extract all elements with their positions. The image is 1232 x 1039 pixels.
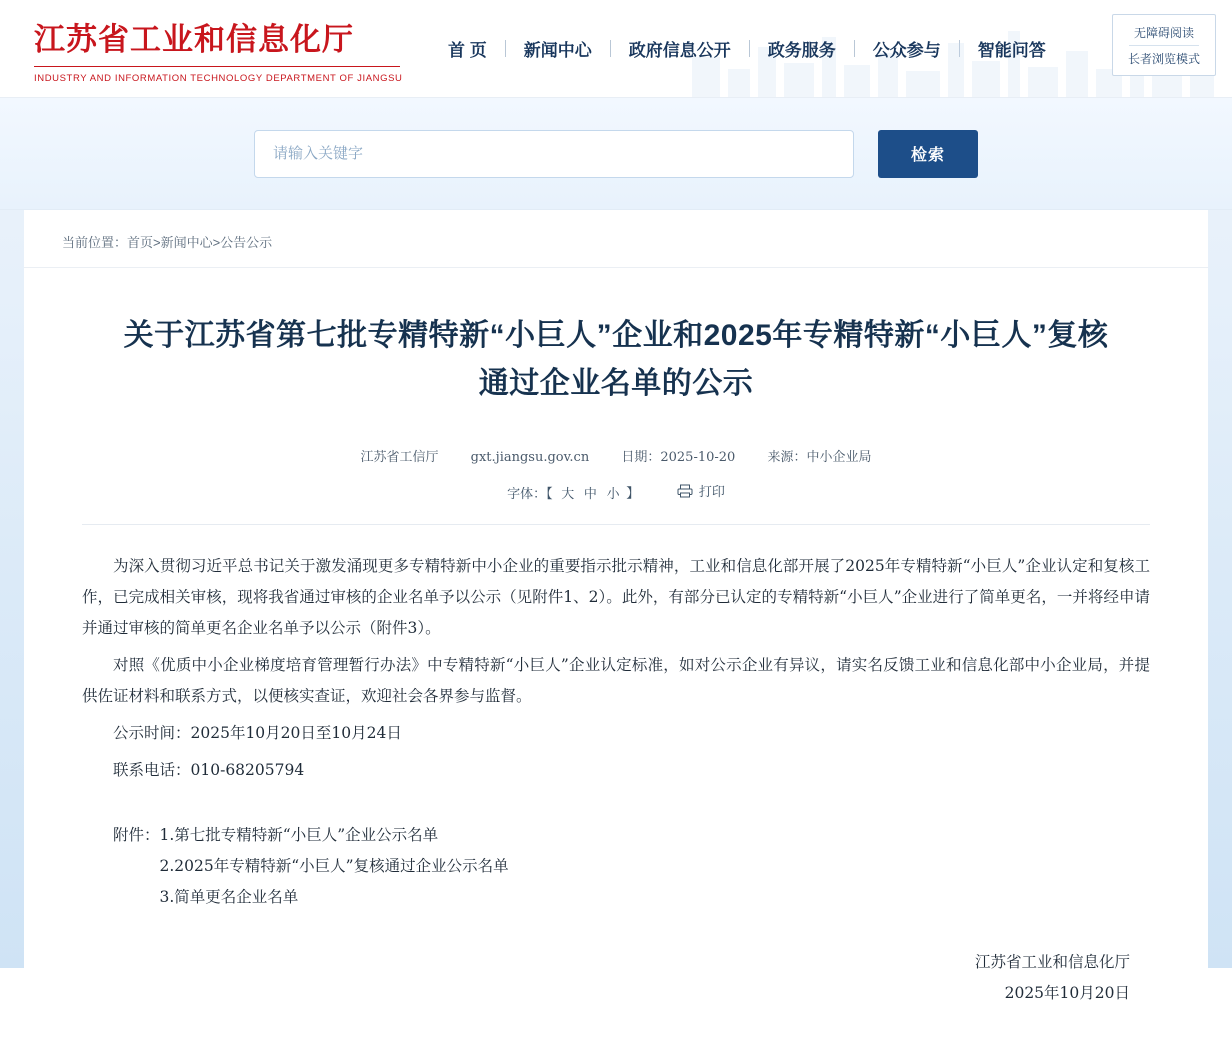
search-button[interactable]: 检索 (878, 130, 978, 178)
site-logo[interactable] (0, 14, 403, 84)
attachment-link-2-row (82, 851, 1150, 882)
accessibility-mode-button[interactable] (1112, 14, 1216, 76)
page-title: 关于江苏省第七批专精特新“小巨人”企业和2025年专精特新“小巨人”复核通过企业名单的公示 (123, 319, 1109, 400)
meta-source: 来源：中小企业局 (767, 450, 872, 465)
font-size-label: 字体：【 (507, 485, 553, 501)
logo-title-cn: 江苏省工业和信息化厅 (34, 21, 354, 58)
font-size-medium-button[interactable]: 中 (583, 485, 597, 501)
search-bar (0, 98, 1232, 210)
print-button[interactable] (677, 481, 725, 500)
attachment-first-line (82, 820, 1150, 851)
article-content (82, 551, 1150, 786)
document-meta (82, 416, 1150, 465)
main-nav (430, 36, 1064, 61)
attachment-link-3[interactable]: 3.简单更名企业名单 (159, 887, 299, 906)
article-paragraph: 为深入贯彻习近平总书记关于激发涌现更多专精特新中小企业的重要指示批示精神，工业和信息化部开展了2025年专精特新“小巨人”企业认定和复核工作，已完成相关审核，现将我省通过审核的企业名单予以公示（见附件1、2）。此外，有部分已认定的专精特新“小巨人”企业进行了简单更名，一并将经申请并通过审核的简单更名企业名单予以公示（附件3）。 (82, 556, 1150, 637)
document-tools (82, 465, 1150, 520)
font-size-label-end: 】 (626, 485, 640, 501)
nav-item-news[interactable]: 新闻中心 (523, 41, 592, 60)
attachment-link-2[interactable]: 2.2025年专精特新“小巨人”复核通过企业公示名单 (159, 856, 509, 875)
document-body (24, 268, 1208, 1009)
nav-item-gov-info[interactable]: 政府信息公开 (628, 41, 731, 60)
font-size-large-button[interactable]: 大 (561, 485, 575, 501)
logo-divider (34, 66, 400, 67)
logo-title-en: INDUSTRY AND INFORMATION TECHNOLOGY DEPARTMENT OF JIANGSU (34, 72, 403, 84)
site-header (0, 0, 1232, 98)
attachment-link-3-row (82, 882, 1150, 913)
document-signature (82, 947, 1150, 1009)
font-size-small-button[interactable]: 小 (606, 485, 620, 501)
meta-date: 日期：2025-10-20 (621, 450, 736, 465)
content-card (24, 210, 1208, 1039)
meta-site-url: gxt.jiangsu.gov.cn (470, 450, 590, 465)
attachments-prefix: 附件： (113, 825, 160, 844)
attachments-block (82, 820, 1150, 913)
accessibility-label-line2: 长者浏览模式 (1127, 51, 1200, 66)
nav-item-home[interactable]: 首 页 (448, 41, 487, 60)
article-paragraph: 联系电话：010-68205794 (113, 760, 305, 779)
nav-item-gov-service[interactable]: 政务服务 (767, 41, 836, 60)
article-paragraph: 公示时间：2025年10月20日至10月24日 (113, 723, 402, 742)
nav-item-smart-qa[interactable]: 智能问答 (977, 41, 1046, 60)
signature-date: 2025年10月20日 (1004, 983, 1130, 1002)
accessibility-divider (1129, 45, 1199, 46)
print-label: 打印 (698, 484, 725, 499)
nav-item-public-participation[interactable]: 公众参与 (872, 41, 941, 60)
printer-icon (677, 484, 693, 498)
meta-source-org: 江苏省工信厅 (360, 450, 439, 465)
article-paragraph: 对照《优质中小企业梯度培育管理暂行办法》中专精特新“小巨人”企业认定标准，如对公示企业有异议，请实名反馈工业和信息化部中小企业局，并提供佐证材料和联系方式，以便核实查证，欢迎社会各界参与监督。 (82, 655, 1150, 705)
accessibility-label-line1: 无障碍阅读 (1133, 25, 1194, 40)
signature-org: 江苏省工业和信息化厅 (974, 952, 1130, 971)
breadcrumb[interactable]: 当前位置：首页>新闻中心>公告公示 (24, 210, 1208, 268)
attachment-link-1[interactable]: 1.第七批专精特新“小巨人”企业公示名单 (159, 825, 439, 844)
content-divider (82, 524, 1150, 525)
search-input[interactable] (254, 130, 854, 178)
